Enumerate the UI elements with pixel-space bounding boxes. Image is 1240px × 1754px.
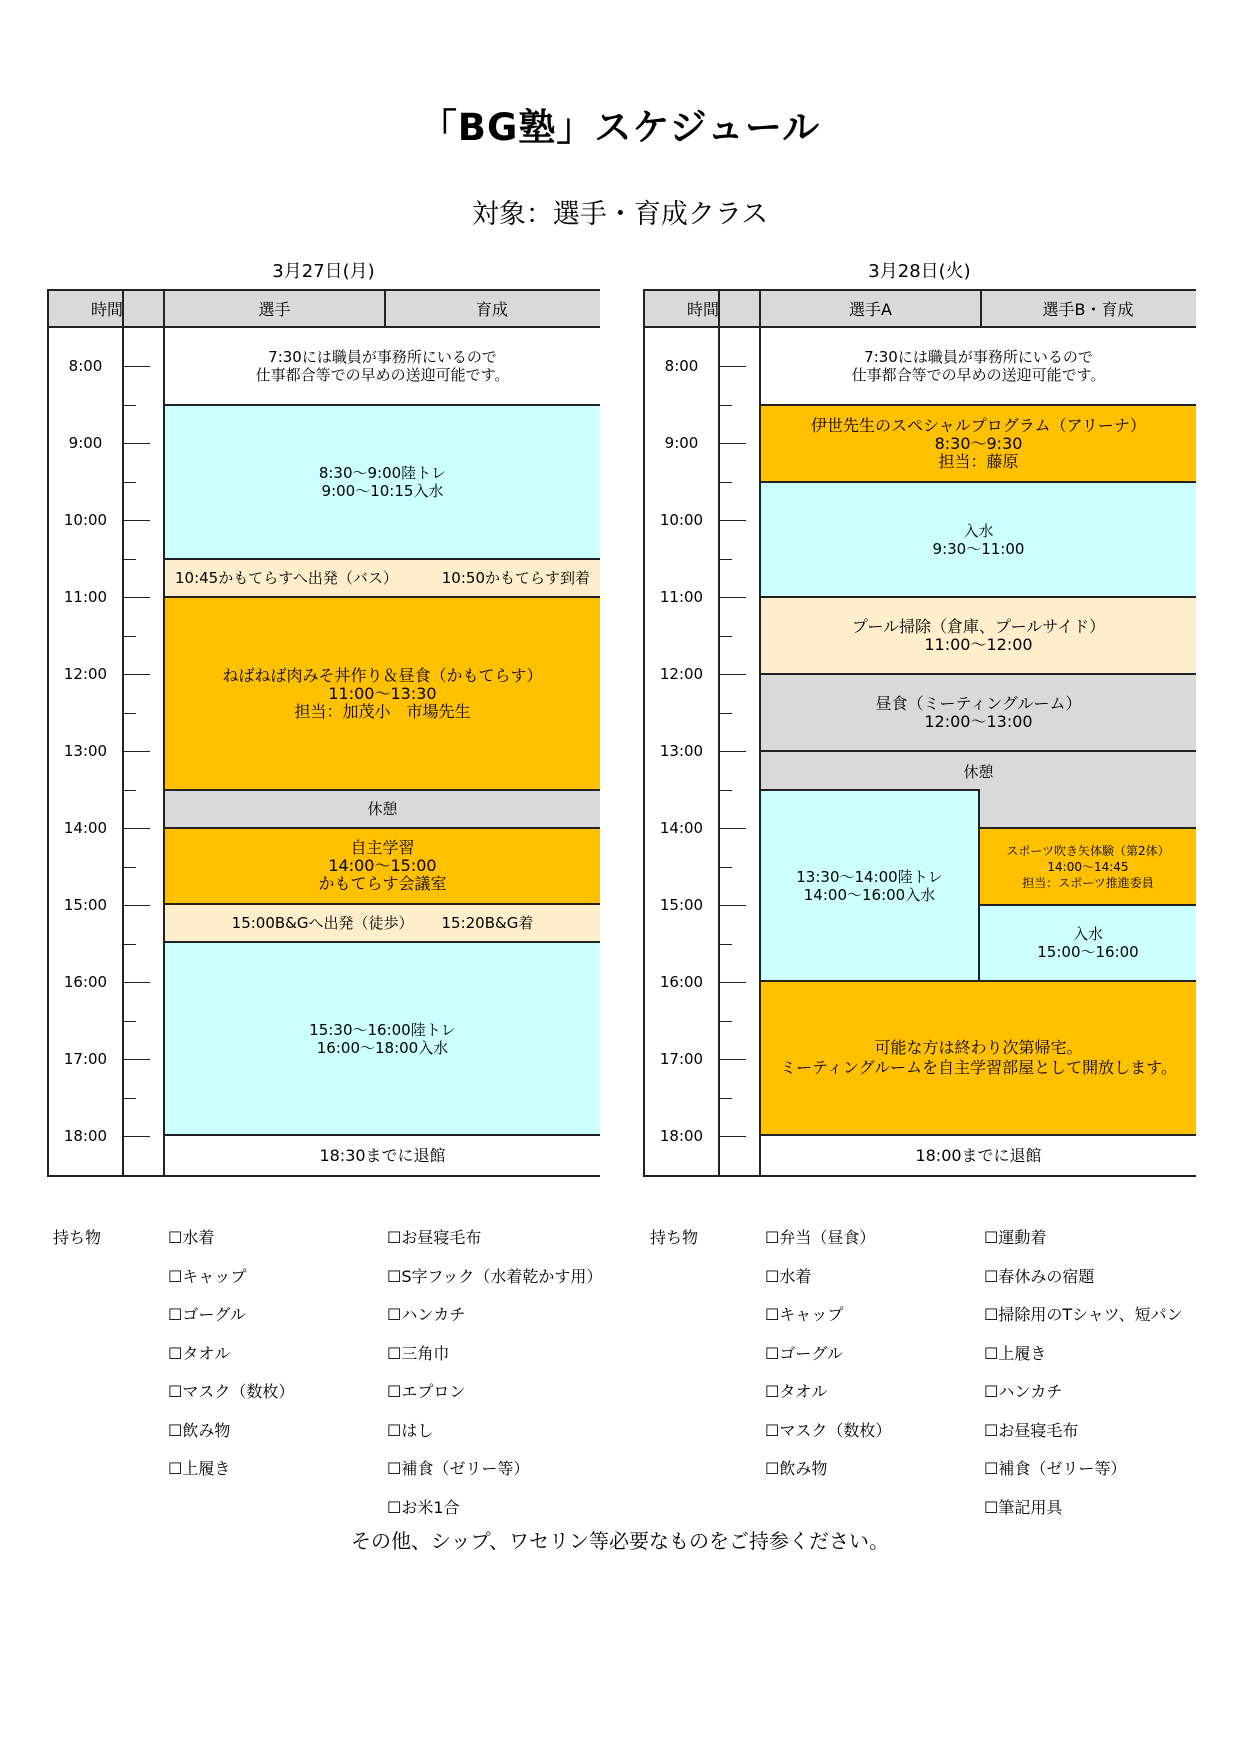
hour-tick [122,366,150,367]
belonging-item: ☐上履き [168,1459,231,1478]
half-hour-tick [718,636,732,637]
day1-training2-block [165,943,600,1136]
day1-departure-left: 10:45かもてらすへ出発（バス） [175,569,398,587]
day2-belongings-label: 持ち物 [650,1228,699,1247]
time-label: 13:00 [63,742,108,760]
belonging-item: ☐掃除用のTシャツ、短パン [984,1305,1183,1324]
half-hour-tick [718,944,732,945]
hour-tick [122,905,150,906]
day2-cleaning-line2: 11:00～12:00 [924,634,1033,654]
day2-swim-block [761,483,1196,598]
belonging-item: ☐上履き [984,1343,1047,1363]
hour-tick [718,1059,746,1060]
time-label: 8:00 [68,357,103,375]
day1-heading: 3月27日(月) [272,261,375,282]
time-label: 16:00 [63,973,108,991]
half-hour-tick [122,405,136,406]
day2-home-line2: ミーティングルームを自主学習部屋として開放します。 [780,1058,1177,1077]
half-hour-tick [122,1021,136,1022]
belonging-item: ☐運動着 [984,1228,1047,1247]
belonging-item: ☐水着 [765,1266,812,1286]
time-label: 17:00 [659,1050,704,1068]
belonging-item: ☐ハンカチ [984,1382,1063,1401]
belonging-item: ☐弁当（昼食） [765,1228,876,1247]
day2-blowgun-line3: 担当：スポーツ推進委員 [1022,875,1154,890]
hour-tick [718,520,746,521]
half-hour-tick [122,559,136,560]
time-label: 9:00 [664,434,699,452]
day2-training-a-line1: 13:30～14:00陸トレ [796,867,943,886]
belonging-item: ☐ハンカチ [387,1305,466,1324]
day2-lunch-line2: 12:00～13:00 [924,711,1033,731]
day1-training2-line2: 16:00～18:00入水 [316,1038,449,1057]
day2-rest-block-extension [980,791,1196,829]
day2-home-line1: 可能な方は終わり次第帰宅。 [874,1038,1083,1057]
day2-swim-line1: 入水 [963,521,994,540]
time-label: 12:00 [63,665,108,683]
belonging-item: ☐ゴーグル [765,1343,843,1363]
belonging-item: ☐筆記用具 [984,1497,1063,1517]
day1-leave-block [165,1136,600,1175]
day1-header-time: 時間 [49,291,165,328]
footer-note: その他、シップ、ワセリン等必要なものをご持参ください。 [351,1529,889,1553]
belonging-item: ☐ゴーグル [168,1305,246,1324]
time-label: 12:00 [659,665,704,683]
day2-home-block [761,982,1196,1136]
day1-study-line3: かもてらす会議室 [318,874,447,893]
day2-cleaning-line1: プール掃除（倉庫、プールサイド） [851,616,1106,636]
half-hour-tick [718,482,732,483]
day1-training1-line1: 8:30～9:00陸トレ [318,464,447,482]
day2-training-a-line2: 14:00～16:00入水 [803,885,936,904]
belonging-item: ☐エプロン [387,1382,466,1401]
day1-morning-line1: 7:30には職員が事務所にいるので [268,348,497,366]
half-hour-tick [122,482,136,483]
half-hour-tick [718,1098,732,1099]
belonging-item: ☐水着 [168,1228,215,1247]
day2-blowgun-line1: スポーツ吹き矢体験（第2体） [1006,843,1170,858]
day2-special-block [761,406,1196,483]
hour-tick [122,674,150,675]
day2-lunch-line1: 昼食（ミーティングルーム） [875,693,1082,713]
belonging-item: ☐お米1合 [387,1497,460,1517]
day2-training-a-block [761,791,980,982]
day1-belongings-label: 持ち物 [53,1228,102,1247]
day2-swim-line2: 9:30～11:00 [932,539,1025,558]
hour-tick [718,443,746,444]
half-hour-tick [122,1098,136,1099]
page-title: 「BG塾」スケジュール [419,106,821,149]
hour-tick [718,828,746,829]
day2-header-time: 時間 [645,291,761,328]
day1-lunch-line2: 11:00～13:30 [328,683,437,703]
day2-schedule-table [643,289,1196,1177]
day1-rest-block [165,791,600,829]
time-label: 8:00 [664,357,699,375]
day2-leave-block [761,1136,1196,1175]
time-label: 15:00 [659,896,704,914]
day2-special-line3: 担当：藤原 [938,451,1019,471]
half-hour-tick [718,1021,732,1022]
day1-training1-block [165,406,600,560]
hour-tick [122,828,150,829]
hour-tick [122,751,150,752]
day2-header-col1: 選手A [761,291,980,328]
day1-training2-line1: 15:30～16:00陸トレ [309,1020,456,1039]
day2-lunch-block [761,675,1196,752]
belonging-item: ☐飲み物 [168,1420,231,1440]
half-hour-tick [718,867,732,868]
half-hour-tick [122,944,136,945]
hour-tick [122,1136,150,1137]
half-hour-tick [718,713,732,714]
time-label: 10:00 [659,511,704,529]
belonging-item: ☐キャップ [765,1305,844,1324]
time-label: 11:00 [63,588,108,606]
page-subtitle: 対象：選手・育成クラス [471,199,769,230]
day1-study-line1: 自主学習 [350,838,415,857]
time-label: 13:00 [659,742,704,760]
hour-tick [122,597,150,598]
time-label: 16:00 [659,973,704,991]
day1-lunch-line1: ねばねば肉みそ丼作り＆昼食（かもてらす） [222,665,543,685]
day2-blowgun-block [980,829,1196,906]
day1-departure-block [165,560,600,598]
time-label: 14:00 [659,819,704,837]
day2-morning-line2: 仕事都合等での早めの送迎可能です。 [851,366,1106,384]
day1-rest-label: 休憩 [367,800,398,818]
half-hour-tick [122,790,136,791]
time-label: 15:00 [63,896,108,914]
belonging-item: ☐補食（ゼリー等） [984,1459,1127,1478]
day1-study-line2: 14:00～15:00 [328,856,437,875]
belonging-item: ☐S字フック（水着乾かす用） [387,1266,603,1286]
day1-leave-label: 18:30までに退館 [319,1145,446,1165]
day2-cleaning-block [761,598,1196,675]
day1-return-block [165,905,600,943]
time-label: 11:00 [659,588,704,606]
day1-return-left: 15:00B&Gへ出発（徒歩） [231,914,414,932]
day2-morning-line1: 7:30には職員が事務所にいるので [864,348,1093,366]
day2-swim-b-block [980,906,1196,982]
half-hour-tick [122,867,136,868]
day2-header-col2: 選手B・育成 [980,291,1196,328]
belonging-item: ☐マスク（数枚） [168,1382,295,1401]
day1-study-block [165,829,600,905]
belonging-item: ☐お昼寝毛布 [984,1420,1079,1440]
hour-tick [122,1059,150,1060]
belonging-item: ☐お昼寝毛布 [387,1228,482,1247]
time-label: 9:00 [68,434,103,452]
day1-schedule-table [47,289,600,1177]
hour-tick [718,674,746,675]
hour-tick [718,905,746,906]
time-label: 18:00 [659,1127,704,1145]
hour-tick [718,751,746,752]
time-label: 10:00 [63,511,108,529]
half-hour-tick [718,790,732,791]
time-label: 17:00 [63,1050,108,1068]
belonging-item: ☐春休みの宿題 [984,1266,1095,1286]
belonging-item: ☐三角巾 [387,1343,450,1363]
half-hour-tick [718,559,732,560]
belonging-item: ☐補食（ゼリー等） [387,1459,530,1478]
day2-special-line1: 伊世先生のスペシャルプログラム（アリーナ） [811,415,1146,435]
day1-morning-line2: 仕事都合等での早めの送迎可能です。 [255,366,510,384]
day2-morning-block [761,328,1196,406]
day2-rest-label: 休憩 [963,762,994,781]
day1-morning-block [165,328,600,406]
hour-tick [718,366,746,367]
belonging-item: ☐タオル [765,1382,828,1401]
hour-tick [122,443,150,444]
day2-swim-b-line2: 15:00～16:00 [1037,943,1139,961]
day2-special-line2: 8:30～9:30 [934,433,1023,453]
day1-lunch-block [165,598,600,791]
day1-header-col1: 選手 [165,291,384,328]
day2-heading: 3月28日(火) [868,261,971,282]
belonging-item: ☐はし [387,1420,434,1440]
hour-tick [122,982,150,983]
half-hour-tick [122,636,136,637]
day1-lunch-line3: 担当：加茂小 市場先生 [294,701,471,721]
belonging-item: ☐キャップ [168,1266,247,1286]
day1-header-col2: 育成 [384,291,600,328]
belonging-item: ☐タオル [168,1343,231,1363]
day1-return-right: 15:20B&G着 [441,914,534,932]
day2-leave-label: 18:00までに退館 [915,1145,1042,1165]
day1-departure-right: 10:50かもてらす到着 [441,569,590,587]
hour-tick [718,982,746,983]
belonging-item: ☐飲み物 [765,1459,828,1478]
day2-rest-block [761,752,1196,791]
hour-tick [122,520,150,521]
day2-blowgun-line2: 14:00～14:45 [1047,859,1129,874]
belonging-item: ☐マスク（数枚） [765,1420,892,1440]
time-label: 14:00 [63,819,108,837]
day2-swim-b-line1: 入水 [1072,925,1103,943]
time-label: 18:00 [63,1127,108,1145]
half-hour-tick [122,713,136,714]
half-hour-tick [718,405,732,406]
day1-training1-line2: 9:00～10:15入水 [321,482,444,500]
hour-tick [718,1136,746,1137]
hour-tick [718,597,746,598]
